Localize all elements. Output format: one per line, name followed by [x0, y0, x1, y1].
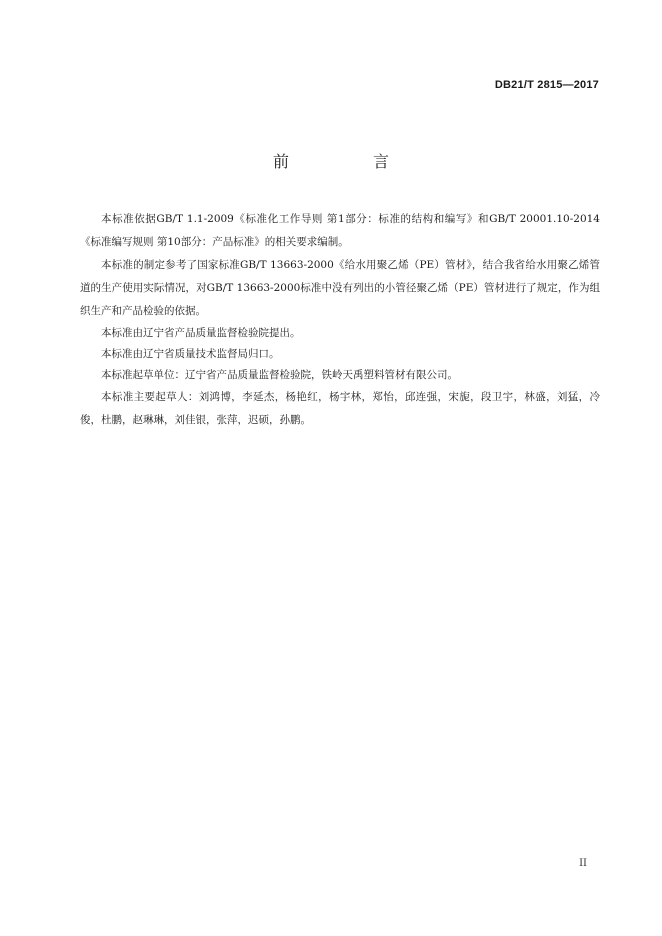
page-number: II	[579, 858, 587, 869]
paragraph-drafters: 本标准主要起草人：刘鸿博，李延杰，杨艳红，杨宇林，郑怡，邱连强，宋旎，段卫宇，林盛，刘猛，冷俊，杜鹏，赵琳琳，刘佳银，张萍，迟硕，孙鹏。	[80, 391, 600, 426]
page-title: 前 言	[272, 152, 423, 171]
paragraph-drafting-units: 本标准起草单位：辽宁省产品质量监督检验院，铁岭天禹塑料管材有限公司。	[101, 369, 458, 381]
foreword-body	[80, 208, 600, 432]
paragraph-reference-standard: 本标准的制定参考了国家标准GB/T 13663-2000《给水用聚乙烯（PE）管材》，结合我省给水用聚乙烯管道的生产使用实际情况，对GB/T 13663-2000标准中没有列出的小管径聚乙烯（PE）管材进行了规定，作为组织生产和产品检验的依据。	[80, 259, 600, 317]
standard-code: DB21/T 2815—2017	[494, 79, 599, 91]
paragraph-administrator: 本标准由辽宁省质量技术监督局归口。	[101, 348, 280, 360]
paragraph-drafting-basis: 本标准依据GB/T 1.1-2009《标准化工作导则 第1部分：标准的结构和编写》和GB/T 20001.10-2014《标准编写规则 第10部分：产品标准》的相关要求编制。	[80, 213, 600, 248]
paragraph-proposer: 本标准由辽宁省产品质量监督检验院提出。	[101, 327, 301, 339]
